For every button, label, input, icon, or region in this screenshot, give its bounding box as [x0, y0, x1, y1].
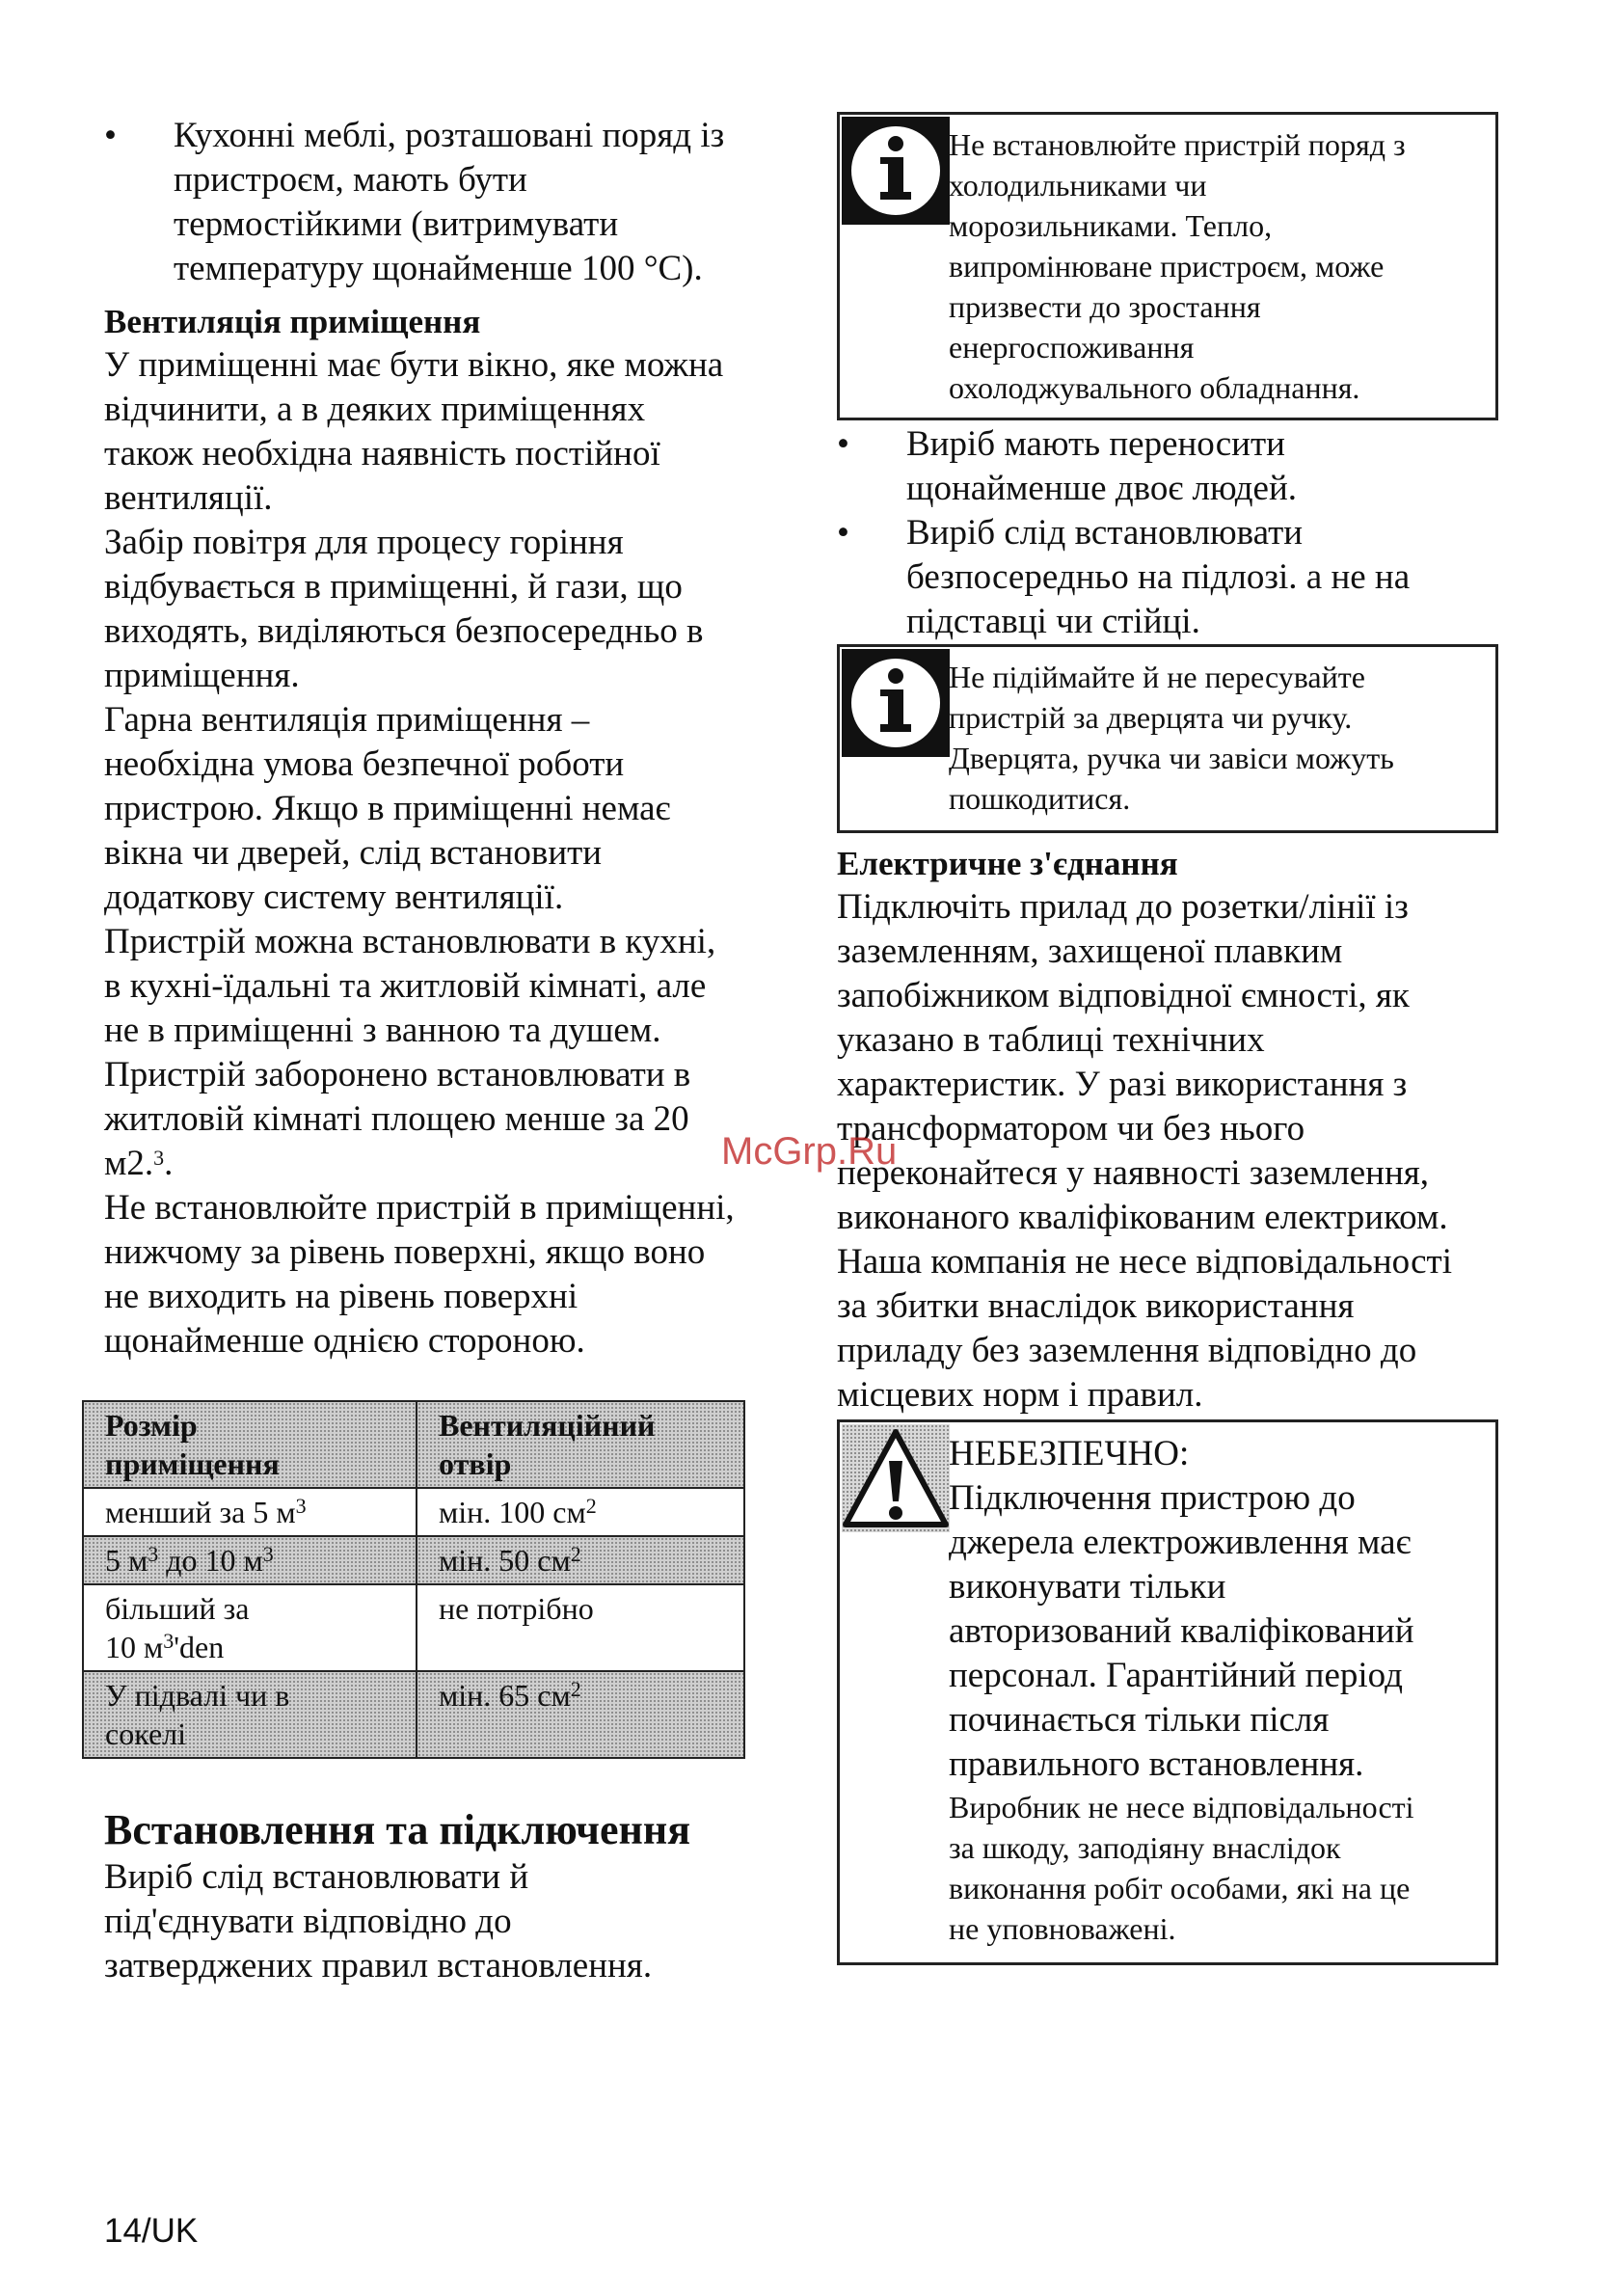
superscript: 3: [262, 1542, 274, 1566]
text-line: під'єднувати відповідно до: [104, 1902, 512, 1941]
text-line: нижчому за рівень поверхні, якщо воно: [104, 1232, 706, 1272]
text-line: додаткову систему вентиляції.: [104, 878, 564, 917]
danger-box-text: [949, 1432, 1486, 1949]
bullet-text: [906, 511, 1502, 644]
text-line: пристроєм, мають бути: [174, 160, 527, 200]
text-line: приміщення.: [104, 656, 300, 695]
text-line: вентиляції.: [104, 478, 273, 518]
text-fragment: мін. 100 см: [439, 1495, 586, 1529]
ventilation-paragraph: [104, 343, 735, 1364]
info-box-door: [837, 644, 1498, 833]
watermark: McGrp.Ru: [721, 1130, 898, 1173]
text-line: Підключення пристрою до: [949, 1478, 1356, 1518]
text-line: безпосередньо на підлозі. а не на: [906, 557, 1411, 597]
text-line: Виріб слід встановлювати й: [104, 1857, 529, 1897]
text-line: У приміщенні має бути вікно, яке можна: [104, 345, 724, 385]
text-line: призвести до зростання: [949, 289, 1261, 324]
table-cell: [83, 1671, 417, 1758]
text-line: виходять, виділяються безпосередньо в: [104, 611, 704, 651]
text-line: холодильниками чи: [949, 168, 1207, 203]
info-icon: [842, 117, 950, 230]
text-line: Виріб мають переносити: [906, 424, 1285, 464]
text-line: Наша компанія не несе відповідальності: [837, 1242, 1452, 1282]
text-line: У підвалі чи в: [105, 1678, 290, 1713]
bullet-symbol: •: [837, 513, 849, 553]
superscript: 2: [570, 1542, 581, 1566]
text-line: Не встановлюйте пристрій поряд з: [949, 127, 1406, 162]
install-paragraph: [104, 1855, 652, 1988]
superscript: 2: [570, 1677, 581, 1701]
text-line: запобіжником відповідної ємності, як: [837, 976, 1410, 1015]
area-line: [104, 1142, 735, 1186]
table-cell: [417, 1584, 744, 1671]
text-line: пристрій за дверцята чи ручку.: [949, 700, 1353, 735]
text-line: також необхідна наявність постійної: [104, 434, 660, 473]
text-line: не виходить на рівень поверхні: [104, 1277, 578, 1316]
text-line: не в приміщенні з ванною та душем.: [104, 1011, 661, 1050]
text-line: Підключіть прилад до розетки/лінії із: [837, 887, 1409, 927]
text-line: сокелі: [105, 1716, 187, 1751]
text-line: більший за: [105, 1591, 250, 1626]
table-row: [83, 1488, 744, 1536]
table-header-row: [83, 1401, 744, 1488]
text-line: джерела електроживлення має: [949, 1523, 1412, 1562]
text-line: підставці чи стійці.: [906, 602, 1200, 641]
table-row: [83, 1584, 744, 1671]
text-fragment: м2.: [104, 1144, 154, 1183]
superscript: 3: [295, 1494, 307, 1518]
text-line: виконаного кваліфікованим електриком.: [837, 1198, 1448, 1237]
text-line: Виробник не несе відповідальності: [949, 1790, 1414, 1824]
text-line: Дверцята, ручка чи завіси можуть: [949, 741, 1394, 775]
electric-paragraph: [837, 885, 1452, 1418]
info-box-text: [949, 124, 1486, 408]
info-box-text: [949, 657, 1486, 819]
text-fragment: не потрібно: [439, 1591, 594, 1626]
text-line: приміщення: [105, 1446, 280, 1481]
text-line: Вентиляційний: [439, 1408, 656, 1443]
text-line: Кухонні меблі, розташовані поряд із: [174, 116, 725, 155]
text-line: морозильниками. Тепло,: [949, 208, 1273, 243]
text-line: охолоджувального обладнання.: [949, 370, 1360, 405]
danger-box: [837, 1419, 1498, 1965]
text-line: Виріб слід встановлювати: [906, 513, 1304, 553]
text-line: пристрою. Якщо в приміщенні немає: [104, 789, 671, 828]
ventilation-table: [82, 1400, 745, 1759]
text-line: пошкодитися.: [949, 781, 1131, 816]
info-icon: [842, 649, 950, 762]
electric-heading: Електричне з'єднання: [837, 845, 1178, 882]
text-line: авторизований кваліфікований: [949, 1611, 1414, 1651]
text-line: за шкоду, заподіяну внаслідок: [949, 1830, 1341, 1865]
text-line: виконання робіт особами, які на це: [949, 1871, 1411, 1905]
info-box-refrigerator: [837, 112, 1498, 420]
text-line: вікна чи дверей, слід встановити: [104, 833, 603, 873]
table-cell: [83, 1584, 417, 1671]
table-header-cell: [417, 1401, 744, 1488]
text-fragment: мін. 65 см: [439, 1678, 571, 1713]
text-line: Забір повітря для процесу горіння: [104, 523, 624, 562]
text-line: термостійкими (витримувати: [174, 204, 619, 244]
text-line: щонайменше однією стороною.: [104, 1321, 585, 1361]
text-line: Пристрій заборонено встановлювати в: [104, 1055, 691, 1094]
bullet-text: [174, 114, 798, 291]
superscript: 3: [153, 1146, 165, 1170]
text-line: енергоспоживання: [949, 330, 1195, 365]
text-line: Не встановлюйте пристрій в приміщенні,: [104, 1188, 735, 1228]
text-line: щонайменше двоє людей.: [906, 469, 1298, 508]
text-line: не уповноважені.: [949, 1911, 1176, 1946]
text-line: Розмір: [105, 1408, 198, 1443]
text-line: трансформатором чи без нього: [837, 1109, 1305, 1148]
text-line: указано в таблиці технічних: [837, 1020, 1265, 1060]
text-line: відчинити, а в деяких приміщеннях: [104, 390, 646, 429]
text-line: затверджених правил встановлення.: [104, 1946, 653, 1985]
text-line: переконайтеся у наявності заземлення,: [837, 1153, 1430, 1193]
text-fragment: мін. 50 см: [439, 1543, 571, 1578]
text-line: виконувати тільки: [949, 1567, 1226, 1607]
text-fragment: до 10 м: [158, 1543, 263, 1578]
page-number: 14/UK: [104, 2212, 199, 2250]
text-line: відбувається в приміщенні, й гази, що: [104, 567, 683, 607]
table-cell: [417, 1671, 744, 1758]
text-line: місцевих норм і правил.: [837, 1375, 1203, 1415]
table-cell: [83, 1488, 417, 1536]
table-cell: [417, 1488, 744, 1536]
bullet-symbol: •: [104, 116, 117, 155]
table-header-cell: [83, 1401, 417, 1488]
table-row: [83, 1671, 744, 1758]
text-line: правильного встановлення.: [949, 1744, 1364, 1784]
superscript: 3: [163, 1629, 175, 1653]
text-line: Не підіймайте й не пересувайте: [949, 660, 1365, 694]
text-line: характеристик. У разі використання з: [837, 1065, 1408, 1104]
table-row: [83, 1536, 744, 1584]
table-cell: [417, 1536, 744, 1584]
bullet-text: [906, 422, 1502, 511]
text-fragment: 'den: [174, 1630, 225, 1664]
warning-triangle-icon: [842, 1424, 950, 1537]
superscript: 3: [148, 1542, 159, 1566]
superscript: 2: [585, 1494, 597, 1518]
text-line: за збитки внаслідок використання: [837, 1286, 1355, 1326]
text-fragment: 10 м: [105, 1630, 164, 1664]
text-line: приладу без заземлення відповідно до: [837, 1331, 1417, 1370]
text-line: Гарна вентиляція приміщення –: [104, 700, 590, 740]
text-line: випромінюване пристроєм, може: [949, 249, 1385, 284]
install-section-title: Встановлення та підключення: [104, 1806, 691, 1853]
text-line: в кухні-їдальні та житловій кімнаті, але: [104, 966, 707, 1006]
bullet-symbol: •: [837, 424, 849, 464]
text-line: [105, 1628, 394, 1666]
text-line: Пристрій можна встановлювати в кухні,: [104, 922, 716, 961]
table-cell: [83, 1536, 417, 1584]
danger-title: НЕБЕЗПЕЧНО:: [949, 1434, 1190, 1473]
text-fragment: менший за 5 м: [105, 1495, 296, 1529]
text-fragment: 5 м: [105, 1543, 148, 1578]
text-line: температуру щонайменше 100 °C).: [174, 249, 703, 288]
text-line: починається тільки після: [949, 1700, 1330, 1740]
text-line: отвір: [439, 1446, 512, 1481]
text-line: заземленням, захищеної плавким: [837, 932, 1343, 971]
ventilation-heading: Вентиляція приміщення: [104, 303, 481, 340]
text-line: необхідна умова безпечної роботи: [104, 744, 625, 784]
text-line: житловій кімнаті площею менше за 20: [104, 1099, 689, 1139]
text-line: персонал. Гарантійний період: [949, 1656, 1403, 1695]
text-fragment: .: [164, 1144, 174, 1183]
